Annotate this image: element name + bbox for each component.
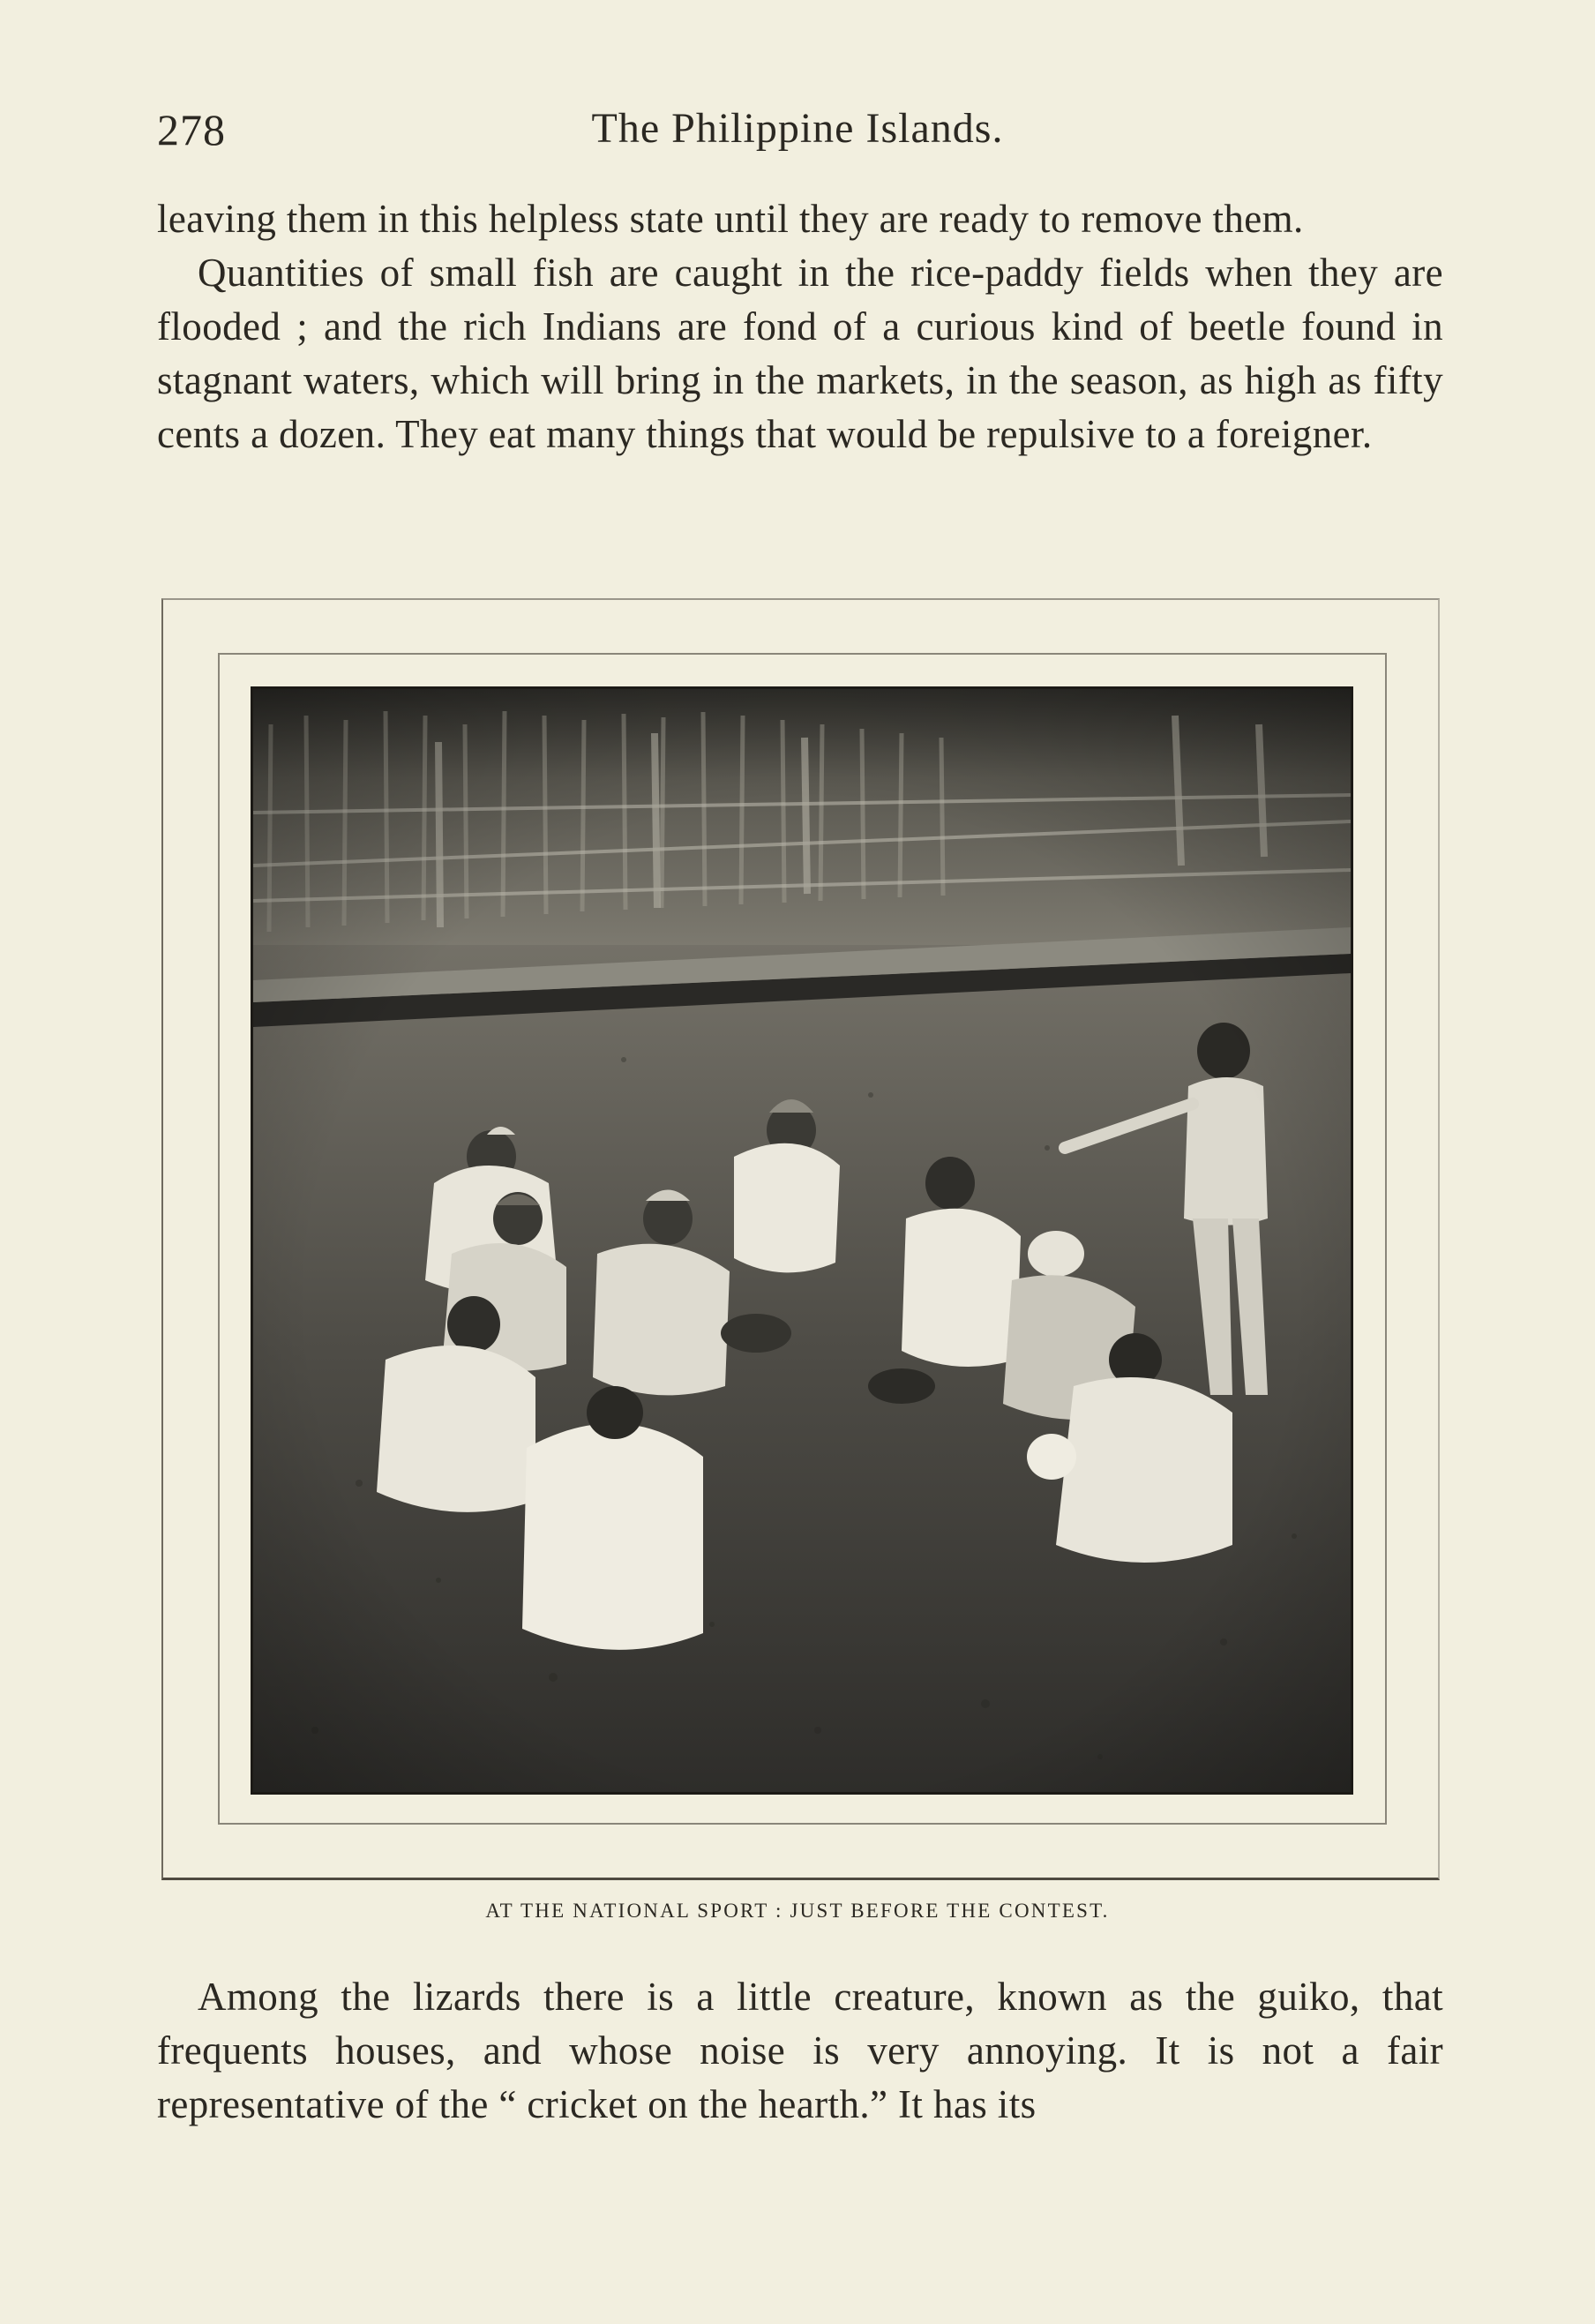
body-text-bottom	[157, 1970, 1443, 2132]
paragraph: Quantities of small fish are caught in the rice-paddy fields when they are flooded ; and the rich Indians are fond of a curious kind of beetle found in stagnant waters, which will bring in the markets, in the season, as high as fifty cents a dozen. They eat many things that would be repulsive to a foreigner.	[157, 251, 1443, 456]
page-number: 278	[157, 105, 226, 154]
plate-caption: AT THE NATIONAL SPORT : JUST BEFORE THE CONTEST.	[485, 1900, 1110, 1922]
running-title: The Philippine Islands.	[591, 105, 1004, 152]
paragraph: Among the lizards there is a little creature, known as the guiko, that frequents houses, and whose noise is very annoying. It is not a fair representative of the “ cricket on the hearth.” It has its	[157, 1975, 1443, 2126]
body-text-top	[157, 192, 1443, 461]
paragraph: leaving them in this helpless state until they are ready to remove them.	[157, 197, 1304, 241]
cockfight-photograph	[251, 686, 1353, 1795]
